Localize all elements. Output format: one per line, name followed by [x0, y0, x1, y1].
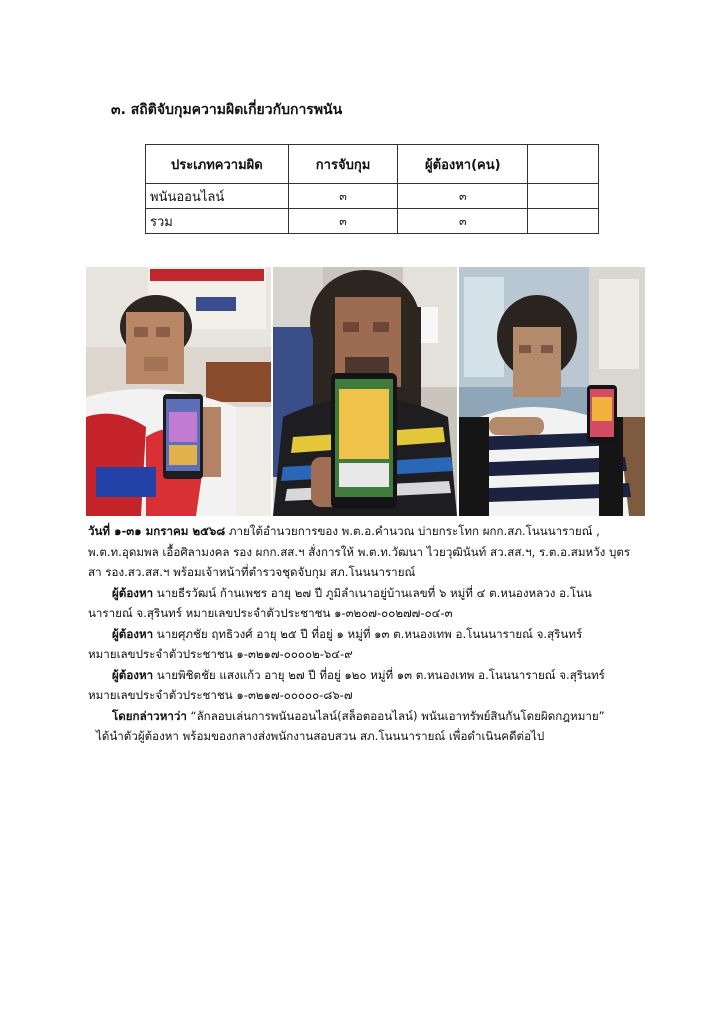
header-suspects: ผู้ต้องหา(คน): [398, 145, 528, 184]
suspect-2-line-1: ผู้ต้องหา นายศุภชัย ฤทธิวงศ์ อายุ ๒๕ ปี ที่อยู่ ๑ หมู่ที่ ๑๓ ต.หนองเทพ อ.โนนนารายณ์ จ.สุรินทร์: [112, 626, 583, 641]
row-label: พนันออนไลน์: [146, 184, 289, 209]
report-date: วันที่ ๑-๓๑ มกราคม ๒๕๖๘: [88, 524, 226, 538]
table-header-row: [146, 145, 599, 184]
header-blank: [528, 145, 599, 184]
suspect-photo-2: [273, 267, 457, 516]
row-suspects: ๓: [398, 209, 528, 234]
report-intro-line-2: พ.ต.ท.อุดมพล เอื้อศิลามงคล รอง ผกก.สส.ฯ สั่งการให้ พ.ต.ท.วัฒนา ไวยวุฒินันท์ สว.สส.ฯ, ร.ต.อ.สมหวัง บุตร: [88, 544, 631, 559]
charge-line: โดยกล่าวหาว่า “ลักลอบเล่นการพนันออนไลน์(สล็อตออนไลน์) พนันเอาทรัพย์สินกันโดยผิดกฎหมาย”: [112, 708, 605, 723]
suspect-3-line-2: หมายเลขประจำตัวประชาชน ๑-๓๒๑๗-๐๐๐๐๐-๘๖-๗: [88, 688, 353, 702]
row-label: รวม: [146, 209, 289, 234]
suspect-photo-1: [86, 267, 271, 516]
suspect-1-line-1: ผู้ต้องหา นายธีรวัฒน์ ก้านเพชร อายุ ๒๗ ปี ภูมิลำเนาอยู่บ้านเลขที่ ๖ หมู่ที่ ๔ ต.หนองหลวง อ.โนน: [112, 585, 592, 600]
row-extra: [528, 209, 599, 234]
row-extra: [528, 184, 599, 209]
header-offense-type: ประเภทความผิด: [146, 145, 289, 184]
section-heading: ๓. สถิติจับกุมความผิดเกี่ยวกับการพนัน: [111, 102, 343, 118]
arrest-statistics-table: [145, 144, 599, 234]
table-row: [146, 209, 599, 234]
row-suspects: ๓: [398, 184, 528, 209]
suspect-1-line-2: นารายณ์ จ.สุรินทร์ หมายเลขประจำตัวประชาชน ๑-๓๒๐๗-๐๐๒๗๗-๐๔-๓: [88, 606, 453, 620]
row-arrests: ๓: [288, 209, 398, 234]
report-body: [88, 521, 644, 747]
row-arrests: ๓: [288, 184, 398, 209]
suspect-photo-3: [459, 267, 645, 516]
report-intro-line-3: สา รอง.สว.สส.ฯ พร้อมเจ้าหน้าที่ตำรวจชุดจับกุม สภ.โนนนารายณ์: [88, 565, 416, 579]
table-row: [146, 184, 599, 209]
header-arrests: การจับกุม: [288, 145, 398, 184]
closing-line: ได้นำตัวผู้ต้องหา พร้อมของกลางส่งพนักงานสอบสวน สภ.โนนนารายณ์ เพื่อดำเนินคดีต่อไป: [96, 729, 545, 743]
report-intro-line-1: วันที่ ๑-๓๑ มกราคม ๒๕๖๘ ภายใต้อำนวยการของ พ.ต.อ.คำนวณ บ่ายกระโทก ผกก.สภ.โนนนารายณ์ ,: [88, 524, 600, 538]
suspect-2-line-2: หมายเลขประจำตัวประชาชน ๑-๓๒๑๗-๐๐๐๐๒-๖๔-๙: [88, 647, 353, 661]
suspect-3-line-1: ผู้ต้องหา นายพิชิตชัย แสงแก้ว อายุ ๒๗ ปี ที่อยู่ ๑๒๐ หมู่ที่ ๑๓ ต.หนองเทพ อ.โนนนารายณ์ จ.สุรินทร์: [112, 667, 605, 682]
